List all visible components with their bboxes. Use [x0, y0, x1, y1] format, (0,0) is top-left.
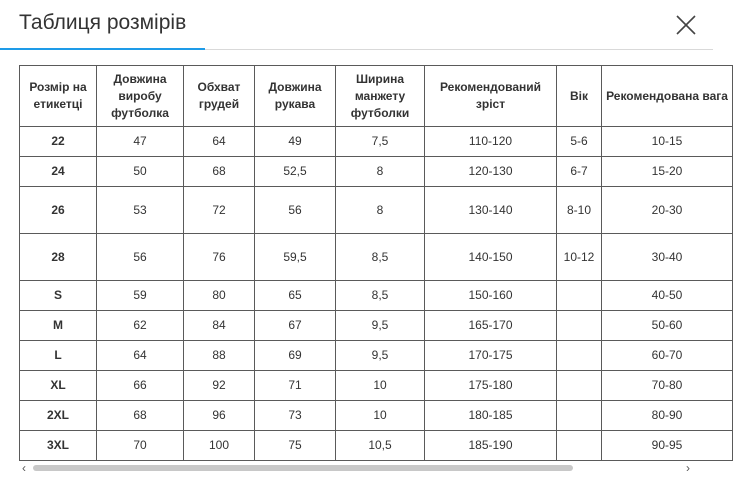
table-row [20, 341, 733, 371]
table-row [20, 187, 733, 234]
table-row [20, 431, 733, 461]
table-cell: 10-15 [602, 127, 733, 157]
table-cell: 5-6 [557, 127, 602, 157]
table-cell: 67 [255, 311, 336, 341]
table-cell: 65 [255, 281, 336, 311]
table-cell: 8,5 [336, 234, 425, 281]
table-cell: 90-95 [602, 431, 733, 461]
dialog-header [0, 0, 713, 50]
table-cell: 80-90 [602, 401, 733, 431]
table-cell [557, 371, 602, 401]
close-icon [673, 12, 699, 38]
table-cell: 56 [97, 234, 184, 281]
table-cell: 64 [97, 341, 184, 371]
table-cell: 180-185 [425, 401, 557, 431]
column-header: Вік [557, 66, 602, 127]
table-cell: 64 [184, 127, 255, 157]
table-row [20, 281, 733, 311]
table-row [20, 371, 733, 401]
table-cell: 30-40 [602, 234, 733, 281]
table-cell: 10 [336, 401, 425, 431]
table-cell: 59 [97, 281, 184, 311]
table-cell: 66 [97, 371, 184, 401]
size-label-cell: 2XL [20, 401, 97, 431]
table-cell: 72 [184, 187, 255, 234]
table-cell: 50 [97, 157, 184, 187]
table-cell: 92 [184, 371, 255, 401]
table-cell: 50-60 [602, 311, 733, 341]
table-row [20, 234, 733, 281]
table-cell: 75 [255, 431, 336, 461]
table-cell: 7,5 [336, 127, 425, 157]
table-cell: 175-180 [425, 371, 557, 401]
dialog-title: Таблиця розмірів [19, 11, 187, 34]
table-cell: 10-12 [557, 234, 602, 281]
size-label-cell: XL [20, 371, 97, 401]
table-cell: 9,5 [336, 311, 425, 341]
table-row [20, 311, 733, 341]
table-cell: 130-140 [425, 187, 557, 234]
column-header: Довжина виробу футболка [97, 66, 184, 127]
table-cell: 49 [255, 127, 336, 157]
table-cell: 68 [184, 157, 255, 187]
column-header: Ширина манжету футболки [336, 66, 425, 127]
table-cell [557, 401, 602, 431]
table-cell: 20-30 [602, 187, 733, 234]
table-cell: 120-130 [425, 157, 557, 187]
table-cell: 69 [255, 341, 336, 371]
table-cell: 52,5 [255, 157, 336, 187]
size-table-scroll-area[interactable] [19, 65, 728, 461]
size-label-cell: 22 [20, 127, 97, 157]
table-cell: 110-120 [425, 127, 557, 157]
table-cell: 70-80 [602, 371, 733, 401]
scroll-right-arrow-icon[interactable]: › [686, 461, 690, 475]
table-cell: 185-190 [425, 431, 557, 461]
table-cell: 70 [97, 431, 184, 461]
close-button[interactable] [673, 12, 699, 38]
table-row [20, 127, 733, 157]
table-cell: 8-10 [557, 187, 602, 234]
size-label-cell: 28 [20, 234, 97, 281]
table-cell: 53 [97, 187, 184, 234]
size-label-cell: L [20, 341, 97, 371]
size-label-cell: 26 [20, 187, 97, 234]
scrollbar-thumb[interactable] [33, 465, 573, 471]
table-cell: 170-175 [425, 341, 557, 371]
table-cell: 10 [336, 371, 425, 401]
table-row [20, 157, 733, 187]
table-cell: 84 [184, 311, 255, 341]
table-cell: 6-7 [557, 157, 602, 187]
table-cell: 40-50 [602, 281, 733, 311]
column-header: Розмір на етикетці [20, 66, 97, 127]
table-cell: 47 [97, 127, 184, 157]
size-label-cell: 3XL [20, 431, 97, 461]
size-label-cell: 24 [20, 157, 97, 187]
size-label-cell: S [20, 281, 97, 311]
table-cell: 59,5 [255, 234, 336, 281]
table-cell [557, 281, 602, 311]
table-cell: 100 [184, 431, 255, 461]
size-table [19, 65, 733, 461]
horizontal-scrollbar[interactable] [19, 462, 694, 474]
table-cell: 71 [255, 371, 336, 401]
table-cell: 62 [97, 311, 184, 341]
table-cell: 56 [255, 187, 336, 234]
column-header: Рекомендована вага [602, 66, 733, 127]
table-cell: 8,5 [336, 281, 425, 311]
table-cell: 73 [255, 401, 336, 431]
table-cell: 10,5 [336, 431, 425, 461]
table-body [20, 127, 733, 461]
table-cell: 80 [184, 281, 255, 311]
table-cell: 60-70 [602, 341, 733, 371]
column-header: Обхват грудей [184, 66, 255, 127]
table-cell: 165-170 [425, 311, 557, 341]
size-label-cell: M [20, 311, 97, 341]
table-cell: 150-160 [425, 281, 557, 311]
table-cell: 68 [97, 401, 184, 431]
table-cell: 140-150 [425, 234, 557, 281]
table-header-row [20, 66, 733, 127]
table-cell: 96 [184, 401, 255, 431]
scroll-left-arrow-icon[interactable]: ‹ [22, 461, 26, 475]
column-header: Довжина рукава [255, 66, 336, 127]
table-cell: 15-20 [602, 157, 733, 187]
table-cell: 8 [336, 187, 425, 234]
table-row [20, 401, 733, 431]
column-header: Рекомендований зріст [425, 66, 557, 127]
table-cell: 9,5 [336, 341, 425, 371]
table-cell: 88 [184, 341, 255, 371]
title-underline [0, 48, 205, 50]
table-cell: 8 [336, 157, 425, 187]
table-cell [557, 341, 602, 371]
table-cell [557, 311, 602, 341]
table-cell [557, 431, 602, 461]
table-cell: 76 [184, 234, 255, 281]
